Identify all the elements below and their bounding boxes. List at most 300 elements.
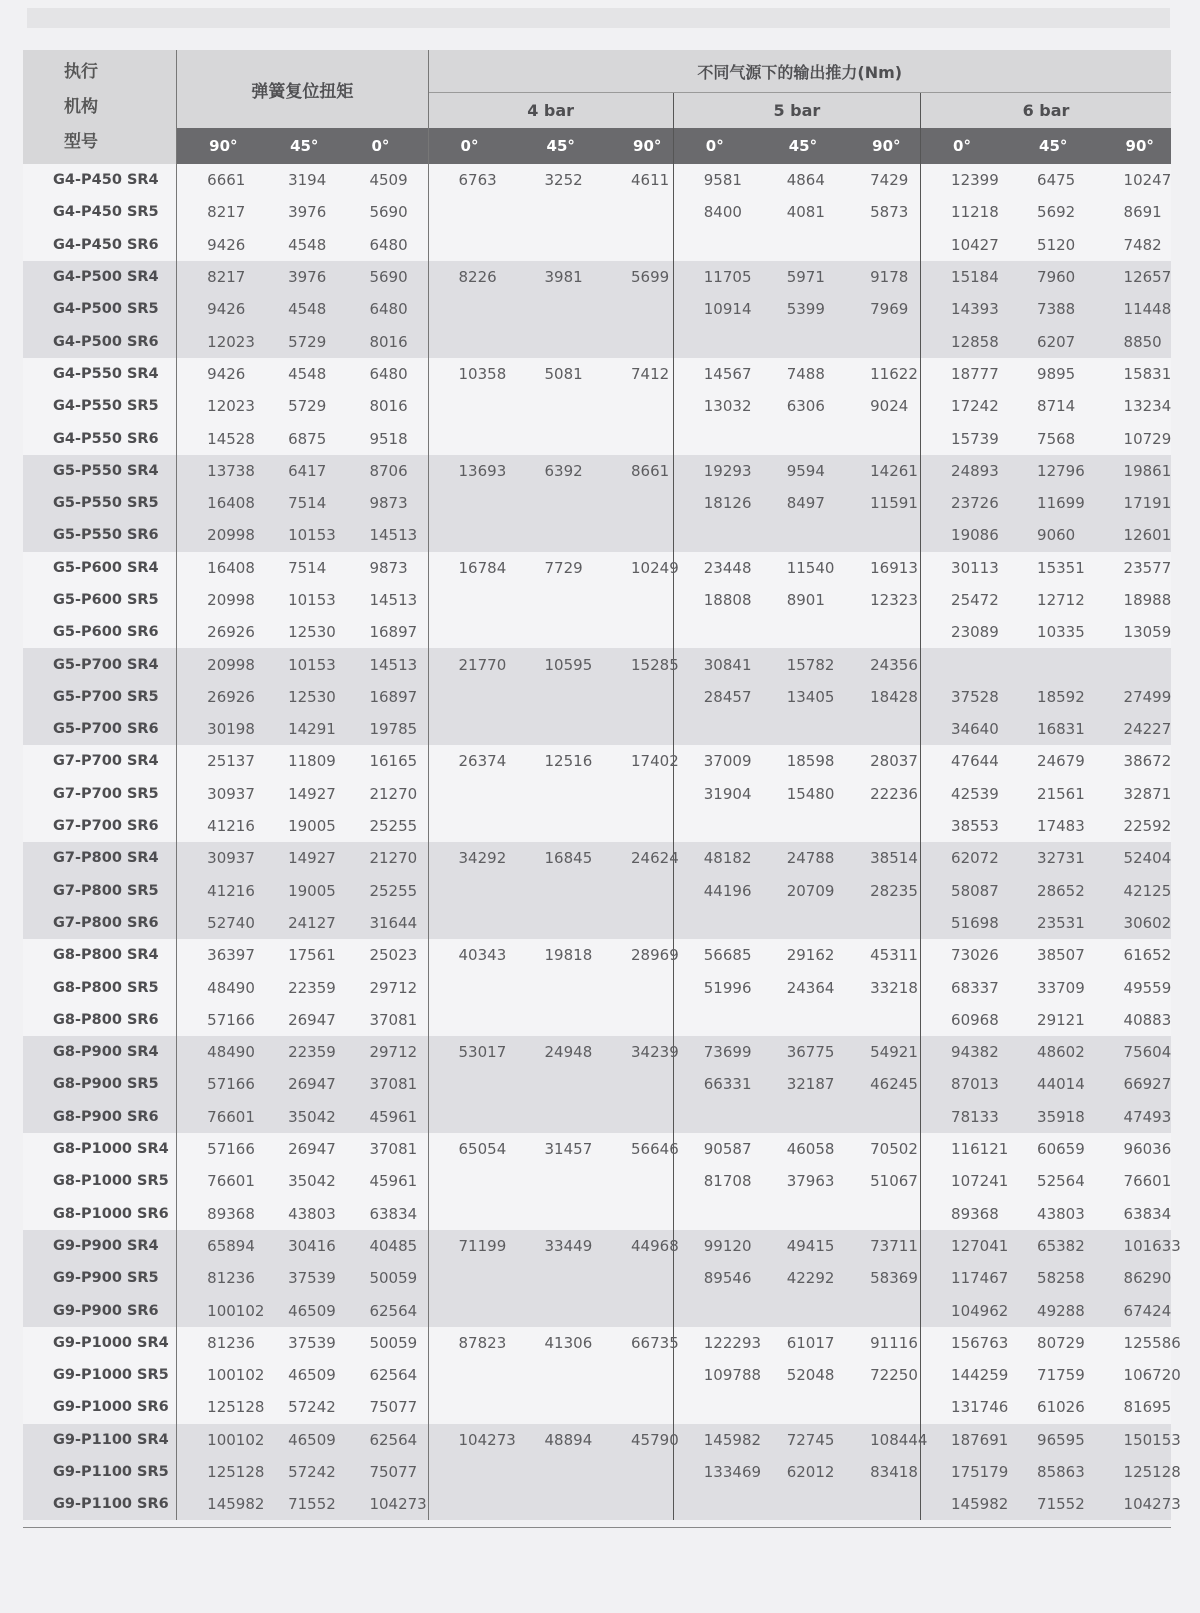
model-cell: G7-P800 SR6 (23, 907, 177, 939)
value-cell: 52740 (177, 907, 258, 939)
value-cell (428, 422, 515, 454)
value-cell: 5690 (339, 196, 428, 228)
angle-header: 0° (339, 128, 428, 164)
value-cell: 22359 (258, 1036, 339, 1068)
angle-header: 45° (1007, 128, 1094, 164)
value-cell: 65894 (177, 1230, 258, 1262)
value-cell: 45790 (601, 1424, 673, 1456)
value-cell: 20998 (177, 584, 258, 616)
table-row (23, 196, 1171, 228)
value-cell: 5120 (1007, 229, 1094, 261)
value-cell (601, 325, 673, 357)
value-cell: 10914 (673, 293, 756, 325)
value-cell: 24948 (515, 1036, 602, 1068)
value-cell: 33218 (840, 971, 920, 1003)
value-cell: 56685 (673, 939, 756, 971)
value-cell: 30937 (177, 842, 258, 874)
value-cell: 89368 (921, 1198, 1008, 1230)
value-cell: 125586 (1094, 1327, 1171, 1359)
table-row (23, 1036, 1171, 1068)
value-cell: 9024 (840, 390, 920, 422)
value-cell: 29712 (339, 971, 428, 1003)
value-cell: 76601 (1094, 1165, 1171, 1197)
value-cell (840, 1391, 920, 1423)
value-cell: 125128 (177, 1391, 258, 1423)
model-cell: G9-P900 SR5 (23, 1262, 177, 1294)
value-cell (428, 1456, 515, 1488)
value-cell: 16897 (339, 616, 428, 648)
value-cell (840, 1488, 920, 1520)
value-cell: 41216 (177, 875, 258, 907)
table-row (23, 584, 1171, 616)
value-cell: 14291 (258, 713, 339, 745)
value-cell: 71552 (1007, 1488, 1094, 1520)
value-cell: 73026 (921, 939, 1008, 971)
output-torque-header: 不同气源下的输出推力(Nm) (428, 50, 1171, 93)
value-cell: 16831 (1007, 713, 1094, 745)
value-cell: 33449 (515, 1230, 602, 1262)
value-cell: 17483 (1007, 810, 1094, 842)
table-row (23, 1262, 1171, 1294)
value-cell (840, 810, 920, 842)
value-cell: 7960 (1007, 261, 1094, 293)
value-cell: 17242 (921, 390, 1008, 422)
value-cell (921, 648, 1008, 680)
value-cell (515, 487, 602, 519)
value-cell: 70502 (840, 1133, 920, 1165)
value-cell: 5729 (258, 325, 339, 357)
value-cell: 34292 (428, 842, 515, 874)
value-cell: 10153 (258, 648, 339, 680)
model-cell: G8-P800 SR4 (23, 939, 177, 971)
value-cell: 7388 (1007, 293, 1094, 325)
value-cell: 68337 (921, 971, 1008, 1003)
table-row (23, 455, 1171, 487)
value-cell: 15480 (757, 778, 840, 810)
value-cell: 38672 (1094, 745, 1171, 777)
value-cell: 12516 (515, 745, 602, 777)
table-row (23, 1327, 1171, 1359)
value-cell: 37081 (339, 1133, 428, 1165)
value-cell (601, 196, 673, 228)
table-row (23, 1165, 1171, 1197)
angle-header: 90° (177, 128, 258, 164)
value-cell (515, 1359, 602, 1391)
table-row (23, 358, 1171, 390)
value-cell: 81236 (177, 1262, 258, 1294)
value-cell: 5399 (757, 293, 840, 325)
value-cell (515, 422, 602, 454)
value-cell: 50059 (339, 1262, 428, 1294)
table-row (23, 713, 1171, 745)
value-cell: 8016 (339, 390, 428, 422)
value-cell (515, 196, 602, 228)
value-cell: 31644 (339, 907, 428, 939)
value-cell: 9426 (177, 358, 258, 390)
value-cell (601, 1165, 673, 1197)
value-cell (757, 519, 840, 551)
value-cell: 30841 (673, 648, 756, 680)
value-cell: 51698 (921, 907, 1008, 939)
value-cell: 94382 (921, 1036, 1008, 1068)
value-cell: 10153 (258, 519, 339, 551)
value-cell: 65382 (1007, 1230, 1094, 1262)
value-cell: 75077 (339, 1391, 428, 1423)
model-cell: G8-P800 SR6 (23, 1004, 177, 1036)
value-cell: 100102 (177, 1424, 258, 1456)
value-cell: 61017 (757, 1327, 840, 1359)
value-cell (428, 229, 515, 261)
value-cell (840, 713, 920, 745)
value-cell (601, 1294, 673, 1326)
value-cell: 30937 (177, 778, 258, 810)
value-cell: 13693 (428, 455, 515, 487)
model-cell: G4-P500 SR4 (23, 261, 177, 293)
value-cell: 28037 (840, 745, 920, 777)
table-row (23, 1359, 1171, 1391)
value-cell: 9426 (177, 293, 258, 325)
model-cell: G4-P450 SR5 (23, 196, 177, 228)
value-cell: 23726 (921, 487, 1008, 519)
value-cell: 71552 (258, 1488, 339, 1520)
value-cell: 85863 (1007, 1456, 1094, 1488)
value-cell: 48182 (673, 842, 756, 874)
value-cell: 65054 (428, 1133, 515, 1165)
value-cell (515, 1068, 602, 1100)
value-cell: 7412 (601, 358, 673, 390)
value-cell (428, 1198, 515, 1230)
angle-header: 45° (515, 128, 602, 164)
value-cell: 5873 (840, 196, 920, 228)
value-cell: 145982 (921, 1488, 1008, 1520)
value-cell: 5699 (601, 261, 673, 293)
value-cell: 81695 (1094, 1391, 1171, 1423)
value-cell (757, 810, 840, 842)
value-cell (515, 971, 602, 1003)
value-cell: 83418 (840, 1456, 920, 1488)
value-cell: 29712 (339, 1036, 428, 1068)
value-cell (757, 325, 840, 357)
table-row (23, 875, 1171, 907)
value-cell: 145982 (673, 1424, 756, 1456)
value-cell: 24679 (1007, 745, 1094, 777)
value-cell: 116121 (921, 1133, 1008, 1165)
value-cell: 13405 (757, 681, 840, 713)
value-cell (515, 1101, 602, 1133)
model-cell: G9-P1000 SR4 (23, 1327, 177, 1359)
value-cell: 37081 (339, 1068, 428, 1100)
value-cell: 87823 (428, 1327, 515, 1359)
value-cell: 107241 (921, 1165, 1008, 1197)
value-cell (601, 1359, 673, 1391)
model-cell: G8-P900 SR4 (23, 1036, 177, 1068)
value-cell: 14261 (840, 455, 920, 487)
model-cell: G5-P700 SR5 (23, 681, 177, 713)
value-cell: 9873 (339, 552, 428, 584)
value-cell: 145982 (177, 1488, 258, 1520)
value-cell: 25023 (339, 939, 428, 971)
value-cell: 45311 (840, 939, 920, 971)
value-cell: 156763 (921, 1327, 1008, 1359)
value-cell (601, 1262, 673, 1294)
value-cell: 57242 (258, 1456, 339, 1488)
value-cell: 9873 (339, 487, 428, 519)
value-cell (757, 713, 840, 745)
model-cell: G9-P1100 SR6 (23, 1488, 177, 1520)
value-cell (601, 971, 673, 1003)
value-cell: 10249 (601, 552, 673, 584)
value-cell (428, 293, 515, 325)
value-cell: 12712 (1007, 584, 1094, 616)
value-cell: 58258 (1007, 1262, 1094, 1294)
value-cell (515, 1294, 602, 1326)
value-cell: 9060 (1007, 519, 1094, 551)
value-cell: 50059 (339, 1327, 428, 1359)
value-cell: 7514 (258, 552, 339, 584)
value-cell: 28457 (673, 681, 756, 713)
value-cell (601, 1198, 673, 1230)
value-cell: 7514 (258, 487, 339, 519)
value-cell: 11809 (258, 745, 339, 777)
value-cell (601, 907, 673, 939)
value-cell: 3194 (258, 164, 339, 196)
value-cell (840, 229, 920, 261)
value-cell: 66927 (1094, 1068, 1171, 1100)
value-cell: 24356 (840, 648, 920, 680)
value-cell: 6480 (339, 358, 428, 390)
value-cell: 12530 (258, 616, 339, 648)
value-cell: 43803 (1007, 1198, 1094, 1230)
value-cell: 6763 (428, 164, 515, 196)
value-cell: 12858 (921, 325, 1008, 357)
value-cell: 73711 (840, 1230, 920, 1262)
value-cell: 150153 (1094, 1424, 1171, 1456)
value-cell (428, 487, 515, 519)
value-cell (515, 810, 602, 842)
value-cell: 66735 (601, 1327, 673, 1359)
model-cell: G4-P450 SR6 (23, 229, 177, 261)
value-cell (673, 1294, 756, 1326)
value-cell: 18598 (757, 745, 840, 777)
value-cell (673, 907, 756, 939)
value-cell: 24227 (1094, 713, 1171, 745)
model-cell: G7-P800 SR4 (23, 842, 177, 874)
value-cell: 100102 (177, 1294, 258, 1326)
model-column-header (23, 50, 177, 164)
value-cell: 104273 (339, 1488, 428, 1520)
value-cell (840, 1294, 920, 1326)
value-cell (601, 422, 673, 454)
value-cell: 76601 (177, 1165, 258, 1197)
value-cell (601, 875, 673, 907)
table-bottom-rule (23, 1527, 1171, 1528)
model-cell: G5-P700 SR6 (23, 713, 177, 745)
value-cell: 11591 (840, 487, 920, 519)
value-cell (428, 1391, 515, 1423)
value-cell: 8661 (601, 455, 673, 487)
value-cell: 20998 (177, 648, 258, 680)
value-cell: 14927 (258, 842, 339, 874)
value-cell: 5971 (757, 261, 840, 293)
value-cell: 21770 (428, 648, 515, 680)
model-cell: G9-P900 SR4 (23, 1230, 177, 1262)
value-cell (673, 810, 756, 842)
value-cell: 14528 (177, 422, 258, 454)
value-cell: 48490 (177, 1036, 258, 1068)
value-cell (515, 875, 602, 907)
table-row (23, 552, 1171, 584)
value-cell: 13234 (1094, 390, 1171, 422)
model-cell: G9-P1100 SR4 (23, 1424, 177, 1456)
value-cell: 10729 (1094, 422, 1171, 454)
table-row (23, 1004, 1171, 1036)
value-cell (601, 229, 673, 261)
table-row (23, 939, 1171, 971)
value-cell: 4548 (258, 293, 339, 325)
value-cell: 24893 (921, 455, 1008, 487)
value-cell: 100102 (177, 1359, 258, 1391)
value-cell (428, 1262, 515, 1294)
value-cell: 6480 (339, 293, 428, 325)
value-cell: 62012 (757, 1456, 840, 1488)
value-cell: 14513 (339, 519, 428, 551)
value-cell: 7429 (840, 164, 920, 196)
value-cell (515, 1004, 602, 1036)
value-cell: 76601 (177, 1101, 258, 1133)
value-cell: 81708 (673, 1165, 756, 1197)
value-cell: 35042 (258, 1101, 339, 1133)
value-cell: 10358 (428, 358, 515, 390)
value-cell: 4509 (339, 164, 428, 196)
value-cell: 86290 (1094, 1262, 1171, 1294)
value-cell: 26947 (258, 1004, 339, 1036)
value-cell: 9178 (840, 261, 920, 293)
value-cell (601, 778, 673, 810)
value-cell: 17191 (1094, 487, 1171, 519)
value-cell: 8497 (757, 487, 840, 519)
value-cell: 12399 (921, 164, 1008, 196)
value-cell (601, 1488, 673, 1520)
bar-4-header: 4 bar (428, 93, 673, 129)
value-cell (757, 1391, 840, 1423)
value-cell: 24364 (757, 971, 840, 1003)
value-cell: 15831 (1094, 358, 1171, 390)
value-cell: 75604 (1094, 1036, 1171, 1068)
value-cell: 72745 (757, 1424, 840, 1456)
value-cell: 46245 (840, 1068, 920, 1100)
value-cell: 8016 (339, 325, 428, 357)
value-cell: 9895 (1007, 358, 1094, 390)
value-cell (673, 229, 756, 261)
value-cell: 96595 (1007, 1424, 1094, 1456)
value-cell: 21270 (339, 842, 428, 874)
model-cell: G9-P900 SR6 (23, 1294, 177, 1326)
value-cell: 16897 (339, 681, 428, 713)
table-row (23, 422, 1171, 454)
value-cell: 117467 (921, 1262, 1008, 1294)
value-cell: 6661 (177, 164, 258, 196)
table-row (23, 1424, 1171, 1456)
value-cell: 16408 (177, 487, 258, 519)
value-cell: 108444 (840, 1424, 920, 1456)
value-cell (601, 1068, 673, 1100)
value-cell: 13059 (1094, 616, 1171, 648)
table-row (23, 390, 1171, 422)
value-cell: 28235 (840, 875, 920, 907)
value-cell: 7482 (1094, 229, 1171, 261)
value-cell: 133469 (673, 1456, 756, 1488)
value-cell: 11622 (840, 358, 920, 390)
value-cell (428, 196, 515, 228)
table-row (23, 1488, 1171, 1520)
value-cell: 48602 (1007, 1036, 1094, 1068)
value-cell: 75077 (339, 1456, 428, 1488)
value-cell: 57242 (258, 1391, 339, 1423)
value-cell: 7969 (840, 293, 920, 325)
value-cell: 49288 (1007, 1294, 1094, 1326)
value-cell: 29121 (1007, 1004, 1094, 1036)
value-cell: 44968 (601, 1230, 673, 1262)
value-cell: 51067 (840, 1165, 920, 1197)
value-cell: 49415 (757, 1230, 840, 1262)
value-cell: 16408 (177, 552, 258, 584)
value-cell: 38514 (840, 842, 920, 874)
value-cell: 19818 (515, 939, 602, 971)
model-cell: G8-P1000 SR5 (23, 1165, 177, 1197)
value-cell: 3976 (258, 196, 339, 228)
value-cell (428, 519, 515, 551)
value-cell (515, 713, 602, 745)
value-cell: 12023 (177, 325, 258, 357)
value-cell: 25255 (339, 875, 428, 907)
value-cell (673, 519, 756, 551)
value-cell (601, 713, 673, 745)
value-cell (601, 1456, 673, 1488)
value-cell: 52564 (1007, 1165, 1094, 1197)
value-cell: 101633 (1094, 1230, 1171, 1262)
value-cell: 32187 (757, 1068, 840, 1100)
value-cell (673, 713, 756, 745)
model-cell: G7-P700 SR5 (23, 778, 177, 810)
value-cell: 11218 (921, 196, 1008, 228)
model-cell: G8-P800 SR5 (23, 971, 177, 1003)
value-cell: 37528 (921, 681, 1008, 713)
value-cell: 109788 (673, 1359, 756, 1391)
table-row (23, 1456, 1171, 1488)
value-cell: 30602 (1094, 907, 1171, 939)
value-cell: 3976 (258, 261, 339, 293)
value-cell: 29162 (757, 939, 840, 971)
value-cell: 9594 (757, 455, 840, 487)
value-cell: 3252 (515, 164, 602, 196)
value-cell: 24624 (601, 842, 673, 874)
table-body (23, 164, 1181, 1520)
value-cell: 3981 (515, 261, 602, 293)
model-cell: G9-P1000 SR5 (23, 1359, 177, 1391)
value-cell: 42539 (921, 778, 1008, 810)
value-cell (515, 293, 602, 325)
model-cell: G9-P1100 SR5 (23, 1456, 177, 1488)
value-cell (601, 519, 673, 551)
value-cell: 63834 (1094, 1198, 1171, 1230)
value-cell: 8850 (1094, 325, 1171, 357)
value-cell: 87013 (921, 1068, 1008, 1100)
value-cell: 73699 (673, 1036, 756, 1068)
value-cell (515, 1488, 602, 1520)
value-cell: 10595 (515, 648, 602, 680)
value-cell: 30198 (177, 713, 258, 745)
bar-6-header: 6 bar (921, 93, 1171, 129)
